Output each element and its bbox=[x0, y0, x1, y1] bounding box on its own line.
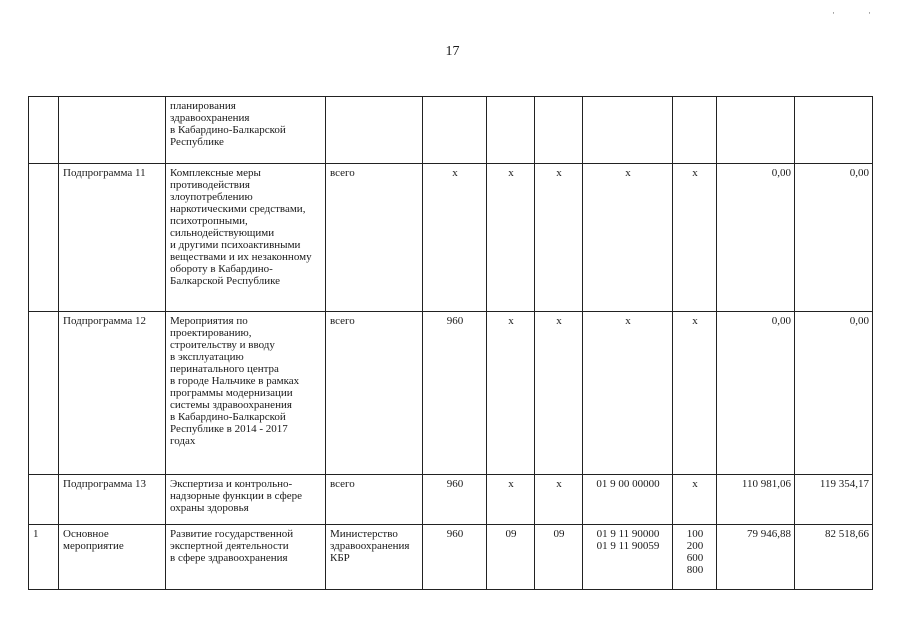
amount-2016-cell: 79 946,88 bbox=[717, 525, 795, 590]
grbs-cell: 960 bbox=[423, 312, 487, 475]
name-cell-line: надзорные функции в сфере bbox=[170, 490, 303, 502]
amount-2016-cell: 110 981,06 bbox=[717, 475, 795, 525]
name-cell-line: Республике bbox=[170, 136, 224, 148]
name-cell-line: и другими психоактивными bbox=[170, 239, 301, 251]
rz-cell bbox=[487, 97, 535, 164]
vr-cell-line: 800 bbox=[686, 564, 704, 576]
name-cell-line: в Кабардино-Балкарской bbox=[170, 411, 286, 423]
status-cell bbox=[59, 97, 166, 164]
vr-cell-line: 100 bbox=[686, 528, 704, 540]
amount-2016-cell bbox=[717, 97, 795, 164]
rz-cell: х bbox=[487, 164, 535, 312]
name-cell bbox=[166, 475, 326, 525]
row-number-cell bbox=[29, 97, 59, 164]
name-cell-line: проектированию, bbox=[170, 327, 252, 339]
rz-cell: 09 bbox=[487, 525, 535, 590]
pr-cell: х bbox=[535, 312, 583, 475]
vr-cell bbox=[673, 475, 717, 525]
scan-mark: · bbox=[868, 8, 871, 18]
amount-2017-cell: 0,00 bbox=[795, 164, 873, 312]
status-cell: Основное мероприятие bbox=[59, 525, 166, 590]
name-cell-line: здравоохранения bbox=[170, 112, 250, 124]
name-cell bbox=[166, 97, 326, 164]
csr-cell bbox=[583, 164, 673, 312]
vr-cell-line: 200 bbox=[686, 540, 704, 552]
executor-cell bbox=[326, 475, 423, 525]
csr-cell bbox=[583, 525, 673, 590]
vr-cell-line: х bbox=[692, 167, 698, 179]
name-cell-line: Республике в 2014 - 2017 bbox=[170, 423, 288, 435]
row-number-cell bbox=[29, 164, 59, 312]
name-cell-line: перинатального центра bbox=[170, 363, 279, 375]
name-cell-line: в эксплуатацию bbox=[170, 351, 244, 363]
amount-2017-cell bbox=[795, 97, 873, 164]
name-cell-line: Комплексные меры bbox=[170, 167, 261, 179]
name-cell-line: наркотическими средствами, bbox=[170, 203, 306, 215]
page-number: 17 bbox=[445, 44, 460, 59]
name-cell-line: сильнодействующими bbox=[170, 227, 275, 239]
csr-cell bbox=[583, 312, 673, 475]
name-cell bbox=[166, 164, 326, 312]
executor-cell-line: КБР bbox=[330, 552, 350, 564]
grbs-cell bbox=[423, 97, 487, 164]
csr-cell bbox=[583, 97, 673, 164]
csr-cell-line: 01 9 11 90059 bbox=[596, 540, 660, 552]
table-row bbox=[29, 525, 873, 590]
name-cell-line: Мероприятия по bbox=[170, 315, 248, 327]
amount-2016-cell: 0,00 bbox=[717, 164, 795, 312]
budget-table bbox=[28, 96, 873, 590]
name-cell-line: психотропными, bbox=[170, 215, 248, 227]
rz-cell: х bbox=[487, 475, 535, 525]
row-number-cell bbox=[29, 475, 59, 525]
csr-cell-line: х bbox=[625, 167, 631, 179]
name-cell-line: противодействия bbox=[170, 179, 250, 191]
table-row bbox=[29, 97, 873, 164]
vr-cell bbox=[673, 525, 717, 590]
name-cell-line: охраны здоровья bbox=[170, 502, 249, 514]
name-cell-line: экспертной деятельности bbox=[170, 540, 289, 552]
vr-cell bbox=[673, 312, 717, 475]
status-cell: Подпрограмма 13 bbox=[59, 475, 166, 525]
name-cell-line: годах bbox=[170, 435, 196, 447]
executor-cell-line: Министерство bbox=[330, 528, 398, 540]
row-number-cell: 1 bbox=[29, 525, 59, 590]
vr-cell bbox=[673, 164, 717, 312]
csr-cell bbox=[583, 475, 673, 525]
grbs-cell: 960 bbox=[423, 475, 487, 525]
vr-cell-line: 600 bbox=[686, 552, 704, 564]
name-cell-line: обороту в Кабардино- bbox=[170, 263, 273, 275]
name-cell-line: в Кабардино-Балкарской bbox=[170, 124, 286, 136]
name-cell-line: системы здравоохранения bbox=[170, 399, 292, 411]
name-cell-line: Балкарской Республике bbox=[170, 275, 281, 287]
name-cell-line: в сфере здравоохранения bbox=[170, 552, 288, 564]
executor-cell bbox=[326, 525, 423, 590]
table-row bbox=[29, 164, 873, 312]
table-row bbox=[29, 475, 873, 525]
executor-cell bbox=[326, 164, 423, 312]
executor-cell bbox=[326, 97, 423, 164]
status-cell: Подпрограмма 11 bbox=[59, 164, 166, 312]
csr-cell-line: 01 9 11 90000 bbox=[596, 528, 660, 540]
pr-cell: х bbox=[535, 475, 583, 525]
pr-cell bbox=[535, 97, 583, 164]
name-cell-line: злоупотреблению bbox=[170, 191, 253, 203]
vr-cell-line: х bbox=[692, 315, 698, 327]
vr-cell-line: х bbox=[692, 478, 698, 490]
name-cell-line: программы модернизации bbox=[170, 387, 293, 399]
csr-cell-line: х bbox=[625, 315, 631, 327]
pr-cell: 09 bbox=[535, 525, 583, 590]
name-cell-line: веществами и их незаконному bbox=[170, 251, 312, 263]
executor-cell-line: всего bbox=[330, 167, 355, 179]
name-cell-line: строительству и вводу bbox=[170, 339, 275, 351]
executor-cell bbox=[326, 312, 423, 475]
name-cell-line: в городе Нальчике в рамках bbox=[170, 375, 300, 387]
executor-cell-line: здравоохранения bbox=[330, 540, 410, 552]
status-cell: Подпрограмма 12 bbox=[59, 312, 166, 475]
executor-cell-line: всего bbox=[330, 478, 355, 490]
name-cell-line: планирования bbox=[170, 100, 236, 112]
grbs-cell: 960 bbox=[423, 525, 487, 590]
row-number-cell bbox=[29, 312, 59, 475]
pr-cell: х bbox=[535, 164, 583, 312]
rz-cell: х bbox=[487, 312, 535, 475]
table-row bbox=[29, 312, 873, 475]
name-cell bbox=[166, 525, 326, 590]
amount-2017-cell: 119 354,17 bbox=[795, 475, 873, 525]
amount-2017-cell: 82 518,66 bbox=[795, 525, 873, 590]
name-cell bbox=[166, 312, 326, 475]
vr-cell bbox=[673, 97, 717, 164]
name-cell-line: Развитие государственной bbox=[170, 528, 294, 540]
amount-2017-cell: 0,00 bbox=[795, 312, 873, 475]
name-cell-line: Экспертиза и контрольно- bbox=[170, 478, 293, 490]
amount-2016-cell: 0,00 bbox=[717, 312, 795, 475]
scan-mark: · bbox=[832, 8, 835, 18]
grbs-cell: х bbox=[423, 164, 487, 312]
csr-cell-line: 01 9 00 00000 bbox=[596, 478, 660, 490]
executor-cell-line: всего bbox=[330, 315, 355, 327]
